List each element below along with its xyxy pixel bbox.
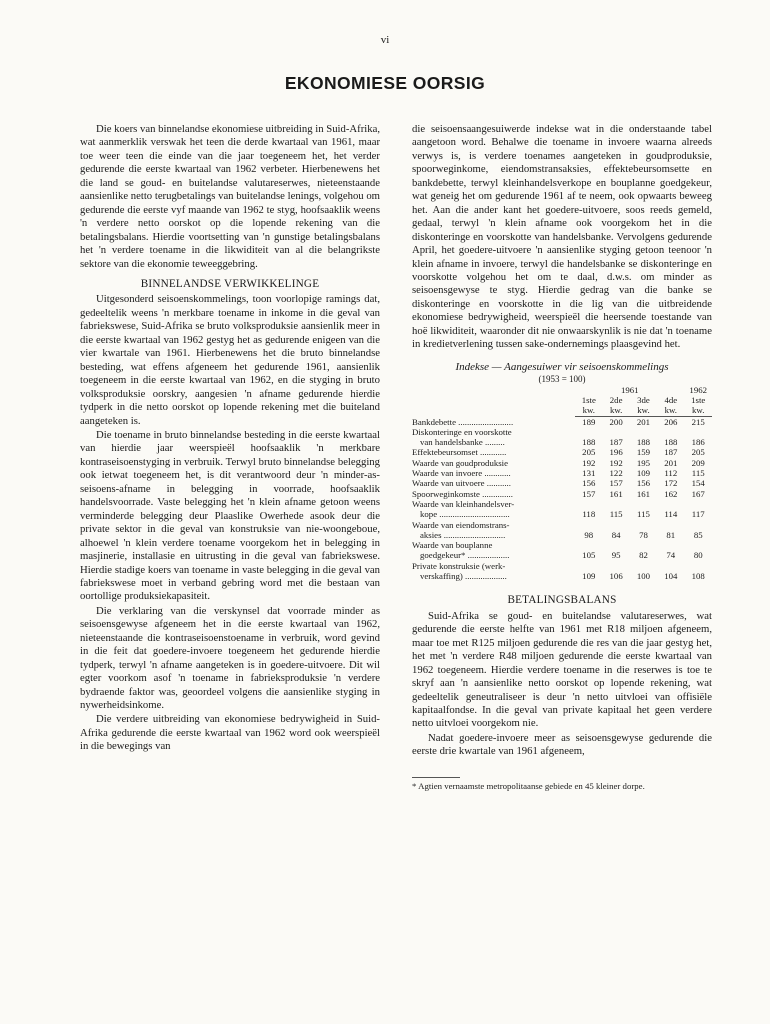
table-cell: 215 [691, 416, 705, 427]
table-cell: 118 [582, 509, 596, 520]
column-header: 3de [637, 395, 650, 405]
row-label: Effektebeursomset ............ [412, 447, 507, 458]
table-row [412, 499, 712, 509]
table-cell [684, 427, 712, 437]
table-cell: 157 [609, 478, 623, 489]
row-label: Bankdebette ......................... [412, 416, 514, 427]
table-cell: 159 [636, 447, 651, 458]
table-cell: 109 [582, 571, 596, 582]
table-cell: 115 [609, 509, 623, 520]
table-cell [575, 427, 602, 437]
body-paragraph: Die verdere uitbreiding van ekonomiese bedrywigheid in Suid-Afrika gedurende die eerste kwartaal van 1962 word ook weerspieël in die bewegings van [80, 713, 380, 753]
column-header: 2de [609, 395, 623, 405]
table-cell: 117 [691, 509, 705, 520]
table-cell: 85 [693, 529, 703, 540]
table-cell: 82 [639, 550, 648, 561]
table-cell [684, 499, 712, 509]
table-cell: 100 [636, 571, 651, 582]
table-cell: 78 [639, 529, 648, 540]
section-heading-betalingsbalans: BETALINGSBALANS [507, 594, 617, 607]
table-cell: 105 [582, 550, 596, 561]
table-cell: 115 [637, 509, 650, 520]
table-caption: Indekse — Aangesuiwer vir seisoenskommelings [455, 360, 669, 373]
table-cell: 200 [609, 416, 623, 427]
table-cell: 98 [584, 529, 594, 540]
table-row [412, 540, 712, 550]
table-cell [602, 427, 629, 437]
table-cell: 84 [611, 529, 621, 540]
table-cell [657, 561, 684, 571]
left-column [80, 123, 380, 754]
table-cell: 161 [609, 488, 623, 499]
table-cell: 188 [636, 437, 651, 448]
table-row [412, 509, 712, 519]
table-cell [630, 540, 657, 550]
table-cell: 112 [664, 468, 678, 479]
body-paragraph: Nadat goedere-invoere meer as seisoensgewyse gedurende die eerste drie kwartale van 1961 afgeneem, [412, 731, 712, 758]
body-paragraph: Die toename in bruto binnelandse besteding in die eerste kwartaal van hierdie jaar weerspieël hoofsaaklik 'n merkbare kontraseisoenstyging in verbruik. Terwyl bruto binnelandse belegging ook ietwat toegeneem het, is dit verantwoord deur 'n minder-as-seisoens-afname in belegging in voorrade, hoofsaaklik handelsvoorrade. Vaste belegging het 'n klein afname getoon weens verminderde belegging deur Plaaslike Owerhede asook deur die private sektor in die geval van konstruksie van nie-woongeboue, alhoewel 'n klein verdere toename voorgekom het in belegging in masjinerie, installasie en uitrusting in die geval van fabriekswese. Hierdie stadige koers van toename in vaste belegging in die geval van fabriekswese moet in verband gebring word met die bestaan van oortollige produksiekapasiteit. [80, 428, 380, 603]
table-cell: 109 [636, 468, 651, 479]
table-cell: 189 [582, 416, 596, 427]
table-cell: 195 [636, 457, 651, 468]
column-subheader: kw. [630, 405, 657, 416]
row-label: Waarde van kleinhandelsver- [412, 498, 515, 509]
footnote: * Agtien vernaamste metropolitaanse gebiede en 45 kleiner dorpe. [412, 780, 645, 791]
row-label: Private konstruksie (werk- [412, 560, 506, 571]
table-cell [575, 499, 602, 509]
table-row [412, 550, 712, 560]
table-cell: 192 [582, 457, 596, 468]
table-cell [630, 520, 657, 530]
table-cell: 161 [636, 488, 651, 499]
table-cell: 131 [582, 468, 596, 479]
table-cell [602, 561, 629, 571]
table-row [412, 489, 712, 499]
row-label: Waarde van bouplanne [412, 540, 493, 551]
table-row [412, 468, 712, 478]
table-cell: 188 [664, 437, 678, 448]
row-label: Waarde van uitvoere ........... [412, 478, 511, 489]
row-label: Waarde van eiendomstrans- [412, 519, 510, 530]
row-label: van handelsbanke ......... [420, 437, 505, 448]
table-cell [657, 499, 684, 509]
table-row [412, 427, 712, 437]
column-subheader: kw. [684, 405, 712, 416]
column-header: 1ste [581, 395, 596, 405]
table-cell [630, 427, 657, 437]
section-heading-binnelandse: BINNELANDSE VERWIKKELINGE [140, 277, 320, 290]
table-cell: 209 [691, 457, 705, 468]
table-cell: 74 [666, 550, 676, 561]
table-cell: 156 [636, 478, 651, 489]
table-cell: 201 [636, 416, 651, 427]
table-cell [630, 561, 657, 571]
table-cell: 206 [664, 416, 678, 427]
table-cell: 192 [609, 457, 623, 468]
table-cell: 167 [691, 488, 705, 499]
table-cell: 201 [664, 457, 678, 468]
table-row [412, 447, 712, 457]
table-cell: 157 [582, 488, 596, 499]
table-cell: 108 [691, 571, 705, 582]
body-paragraph: Uitgesonderd seisoenskommelings, toon voorlopige ramings dat, gedeeltelik weens 'n merkbare toename in inkome in die geval van fabriekswese, Suid-Afrika se bruto volksproduksie aansienlik meer in die eerste kwartaal van 1962 gestyg het as gedurende enigeen van die vier kwartale van 1961. Hierbenewens het die bruto binnelandse besteding, wat effens afgeneem het gedurende 1961, aansienlik toegeneem in die eerste kwartaal van 1962, en die styging in bruto volksproduksie oorskry, aangesien 'n afname gedurende hierdie tydperk in die netto oorskot op lopende rekening met die buiteland aangeteken is. [80, 293, 380, 427]
year-header-1961: 1961 [620, 384, 639, 395]
table-cell [684, 520, 712, 530]
table-cell [684, 561, 712, 571]
table-cell: 80 [693, 550, 703, 561]
intro-paragraph: Die koers van binnelandse ekonomiese uitbreiding in Suid-Afrika, wat aanmerklik verswak het teen die derde kwartaal van 1961, maar toe weer teen die einde van die jaar toegeneem het, het verder gedurende die eerste kwartaal van 1962 verbeter. Hierbenewens het die land se goud- en buitelandse valutareserwes, nieteenstaande aansienlike netto terugbetalings van buitelandse lenings, volgehou om gedurende die eerste vyf maande van 1962 te styg, hoofsaaklik weens 'n verdere netto oorskot op die lopende rekening van die betalingsbalans. Hierdie voortsetting van 'n gunstige betalingsbalans het 'n verdere toename in die likwiditeit van al die belangrikste sektore van die ekonomie teweeggebring. [80, 123, 380, 270]
row-label: aksies ............................ [420, 529, 506, 540]
table-row [412, 530, 712, 540]
table-cell: 95 [611, 550, 621, 561]
table-row [412, 437, 712, 447]
table-cell [630, 499, 657, 509]
row-label: Waarde van invoere ............ [412, 468, 511, 479]
table-cell: 188 [582, 437, 596, 448]
table-cell: 162 [664, 488, 678, 499]
page-title: EKONOMIESE OORSIG [284, 73, 486, 93]
table-cell [575, 561, 602, 571]
table-cell [657, 427, 684, 437]
row-label: Spoorweginkomste .............. [412, 488, 513, 499]
table-row [412, 478, 712, 488]
row-label: Diskonteringe en voorskotte [412, 426, 512, 437]
table-cell: 81 [666, 529, 676, 540]
row-label: verskaffing) ................... [420, 571, 507, 582]
table-cell: 154 [691, 478, 705, 489]
table-cell: 115 [691, 468, 705, 479]
year-header-1962: 1962 [689, 384, 708, 395]
table-cell [602, 540, 629, 550]
body-paragraph: Suid-Afrika se goud- en buitelandse valutareserwes, wat gedurende die eerste helfte van 1961 met R18 miljoen afgeneem, maar toe met R125 miljoen gedurende die res van die jaar gestyg het, het met 'n verdere R48 miljoen gedurende die eerste kwartaal van 1962 toegeneem. Hierdie verdere toename in die reserwes is toe te skryf aan 'n aansienlike netto oorskot op lopende rekening, wat gedeeltelik geneutraliseer is deur 'n netto uitvloei van offisiële kapitaalfondse. In die geval van private kapitaal het geen verdere netto uitvloei voorgekom nie. [412, 609, 712, 730]
table-cell [575, 520, 602, 530]
table-row [412, 561, 712, 571]
column-header: 4de [664, 395, 678, 405]
table-cell [602, 499, 629, 509]
table-cell: 205 [582, 447, 596, 458]
table-cell [657, 520, 684, 530]
table-cell [602, 520, 629, 530]
column-subheader: kw. [575, 405, 602, 416]
table-cell: 205 [691, 447, 705, 458]
body-paragraph: die seisoensaangesuiwerde indekse wat in die onderstaande tabel aangetoon word. Behalwe die toename in invoere waarna alreeds verwys is, is verdere toenames aangeteken in goudproduksie, spoorweginkome, eiendomstransaksies, effektebeursomsette en bankdebette, terwyl kleinhandelsverkope en bouplanne goedgekeur, wat geneig het om gedurende 1961 af te neem, ook opwaarts beweeg het. Aan die ander kant het goedere-uitvoere, soos reeds gemeld, gedaal, terwyl 'n klein afname ook voorgekom het in die diskonteringe en voorskotte van handelsbanke. Vervolgens gedurende April, het goedere-uitvoere 'n aansienlike styging getoon teenoor 'n klein afname in invoere, terwyl die handelsbanke se diskonteringe en voorskotte volgehou het om te daal, d.w.s. om minder as seisoensgewyse te styg. Hierdie gedrag van die banke se diskonteringe en voorskotte in die lig van die uitbreidende ekonomiese bedrywigheid, weerspieël die heersende toestande van hoë likwiditeit, waaronder dit nie onwaarskynlik is nie dat 'n toename in kredietverlening tussen sake-ondernemings plaasgevind het. [412, 123, 712, 351]
table-cell: 187 [609, 437, 623, 448]
table-cell: 186 [691, 437, 705, 448]
right-column [412, 123, 712, 792]
column-subheader: kw. [657, 405, 684, 416]
table-row [412, 571, 712, 581]
table-cell: 106 [609, 571, 623, 582]
column-subheader: kw. [602, 405, 629, 416]
table-cell: 172 [664, 478, 678, 489]
indices-table [412, 385, 712, 582]
table-cell [657, 540, 684, 550]
row-label: kope ................................ [420, 509, 510, 520]
body-paragraph: Die verklaring van die verskynsel dat voorrade minder as seisoensgewyse afgeneem het in die eerste kwartaal van 1962, nieteenstaande die kontraseisoenstoename in verbruik, word gevind in die feit dat goedere-invoere toegeneem het gedurende hierdie tydperk, terwyl 'n afname aangeteken is in goedere-uitvoere. Dit wil egter voorkom asof 'n toename in fabrieksproduksie 'n verdere bydraende faktor was, geoordeel volgens die aansienlike styging in nywerheidsinkome. [80, 604, 380, 712]
table-row [412, 458, 712, 468]
table-row [412, 520, 712, 530]
table-cell: 114 [664, 509, 678, 520]
table-cell [575, 540, 602, 550]
table-cell: 156 [582, 478, 596, 489]
table-cell: 122 [609, 468, 623, 479]
page-number: vi [380, 34, 390, 46]
table-cell: 196 [609, 447, 623, 458]
table-subcaption: (1953 = 100) [538, 373, 586, 384]
table-cell: 104 [664, 571, 678, 582]
row-label: goedgekeur* ................... [420, 550, 510, 561]
table-cell: 187 [664, 447, 678, 458]
table-cell [684, 540, 712, 550]
row-label: Waarde van goudproduksie [412, 457, 509, 468]
footnote-rule [412, 777, 460, 778]
table-row [412, 416, 712, 427]
column-header: 1ste [691, 395, 706, 405]
